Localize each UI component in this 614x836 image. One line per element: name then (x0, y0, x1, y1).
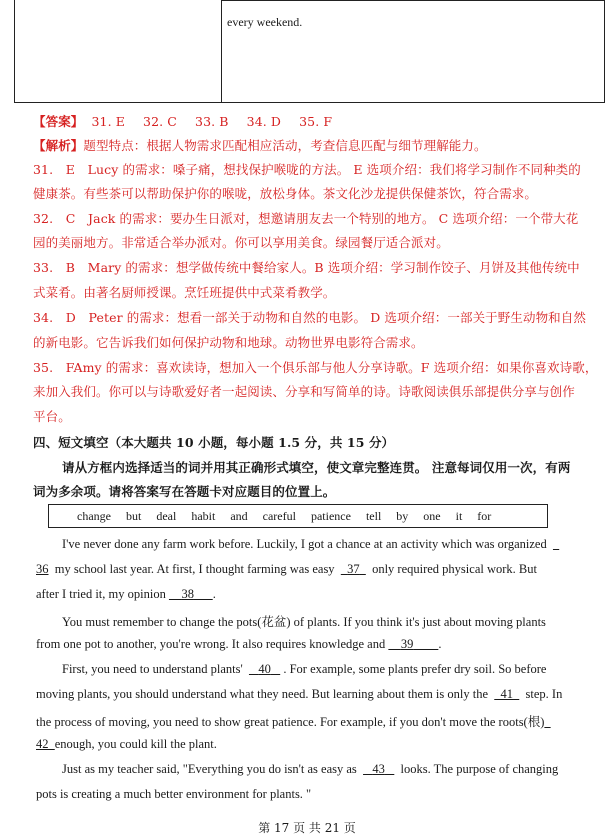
passage-text: Just as my teacher said, "Everything you do isn't as easy as (62, 762, 357, 776)
blank-37: 37 (347, 562, 360, 576)
table-right-cell: every weekend. (227, 15, 303, 29)
blank-42: 42 (36, 737, 49, 751)
word-bank-item: careful (262, 508, 296, 523)
analysis-line: 式菜肴。由著名厨师授课。烹饪班提供中式菜肴教学。 (33, 285, 336, 300)
passage-text: after I tried it, my opinion (36, 587, 166, 601)
word-bank-item: one (423, 508, 441, 523)
table-top-line (221, 0, 604, 1)
analysis-text: 题型特点：根据人物需求匹配相应活动，考查信息匹配与细节理解能力。 (83, 138, 487, 153)
passage-line (36, 712, 551, 730)
analysis-line: 34. D Peter 的需求：想看一部关于动物和自然的电影。 D 选项介绍：一部关于野生动物和自然 (33, 310, 586, 325)
passage-text: First, you need to understand plants' (62, 662, 243, 676)
analysis-line: 35. FAmy 的需求：喜欢读诗，想加入一个俱乐部与他人分享诗歌。F 选项介绍：如果你喜欢诗歌， (33, 360, 598, 375)
blank-38: 38 (181, 587, 194, 601)
answer-32: 32. C (143, 114, 177, 129)
answer-33: 33. B (195, 114, 229, 129)
passage-line (62, 537, 559, 552)
analysis-line: 健康茶。有些茶可以帮助保护你的喉咙，放松身体。茶文化沙龙提供保健茶饮，符合需求。 (33, 186, 538, 201)
word-bank-item: habit (191, 508, 216, 523)
word-bank-item: change (77, 508, 111, 523)
passage-line: You must remember to change the pots(花盆) of plants. If you think it's just about moving plants (62, 615, 546, 629)
passage-line (62, 662, 546, 677)
top-table (14, 0, 605, 103)
passage-text: only required physical work. But (372, 562, 537, 576)
answer-31: 31. E (91, 114, 125, 129)
instruction-line-2: 词为多余项。请将答案写在答题卡对应题目的位置上。 (33, 484, 336, 499)
blank-42-lead (544, 715, 550, 729)
blank-40: 40 (258, 662, 271, 676)
word-bank-item: deal (156, 508, 177, 523)
analysis-header (33, 136, 487, 154)
answers-line (33, 112, 332, 130)
word-bank-item: tell (365, 508, 382, 523)
passage-line (36, 687, 562, 702)
passage-line: after I tried it, my opinion 38 . (36, 587, 216, 601)
word-bank-item: by (396, 508, 409, 523)
blank-36: 36 (36, 562, 49, 576)
word-bank-item: and (230, 508, 248, 523)
passage-text: my school last year. At first, I thought farming was easy (54, 562, 335, 576)
passage-text: from one pot to another, you're wrong. It also requires knowledge and (36, 637, 386, 651)
word-bank-item: it (455, 508, 463, 523)
word-bank (48, 504, 548, 528)
analysis-line: 31. E Lucy 的需求：嗓子痛，想找保护喉咙的方法。 E 选项介绍：我们将学习制作不同种类的 (33, 162, 581, 177)
instruction-line-1: 请从方框内选择适当的词并用其正确形式填空，使文章完整连贯。 注意每词仅用一次，有两 (62, 460, 571, 475)
analysis-line: 32. C Jack 的需求：要办生日派对，想邀请朋友去一个特别的地方。 C 选项介绍：一个带大花 (33, 211, 579, 226)
passage-text: I've never done any farm work before. Luckily, I got a chance at an activity which was organized (62, 537, 547, 551)
passage-line: from one pot to another, you're wrong. It also requires knowledge and 39 . (36, 637, 442, 651)
analysis-line: 来加入我们。你可以与诗歌爱好者一起阅读、分享和写简单的诗。诗歌阅读俱乐部提供分享与创作 (33, 384, 575, 399)
passage-line: pots is creating a much better environment for plants. " (36, 787, 312, 801)
answers-label: 【答案】 (33, 114, 84, 129)
answer-34: 34. D (246, 114, 282, 129)
word-bank-item: but (125, 508, 142, 523)
word-bank-item: for (477, 508, 492, 523)
passage-text: step. In (525, 687, 563, 701)
analysis-line: 园的美丽地方。非常适合举办派对。你可以享用美食。绿园餐厅适合派对。 (33, 235, 449, 250)
passage-text: enough, you could kill the plant. (54, 737, 217, 751)
passage-text: moving plants, you should understand what they need. But learning about them is only the (36, 687, 489, 701)
passage-text: looks. The purpose of changing (400, 762, 559, 776)
analysis-line: 的新电影。它告诉我们如何保护动物和地球。动物世界电影符合需求。 (33, 335, 424, 350)
blank-41: 41 (500, 687, 514, 701)
analysis-label: 【解析】 (33, 138, 84, 153)
section-heading: 四、短文填空（本大题共 10 小题，每小题 1.5 分，共 15 分） (33, 435, 395, 450)
blank-36-lead (553, 537, 559, 551)
passage-text: . For example, some plants prefer dry soil. So before (283, 662, 547, 676)
analysis-line: 33. B Mary 的需求：想学做传统中餐给家人。B 选项介绍：学习制作饺子、月饼及其他传统中 (33, 260, 580, 275)
blank-39: 39 (400, 637, 414, 651)
word-bank-item: patience (310, 508, 351, 523)
passage-line (36, 737, 217, 752)
page-footer: 第 17 页 共 21 页 (258, 821, 356, 835)
answer-35: 35. F (299, 114, 333, 129)
table-divider (221, 0, 222, 102)
passage-line (62, 762, 558, 777)
analysis-line: 平台。 (33, 409, 71, 424)
passage-line (36, 562, 537, 577)
blank-43: 43 (372, 762, 385, 776)
passage-text: the process of moving, you need to show great patience. For example, if you don't move the roots(根) (36, 715, 545, 729)
